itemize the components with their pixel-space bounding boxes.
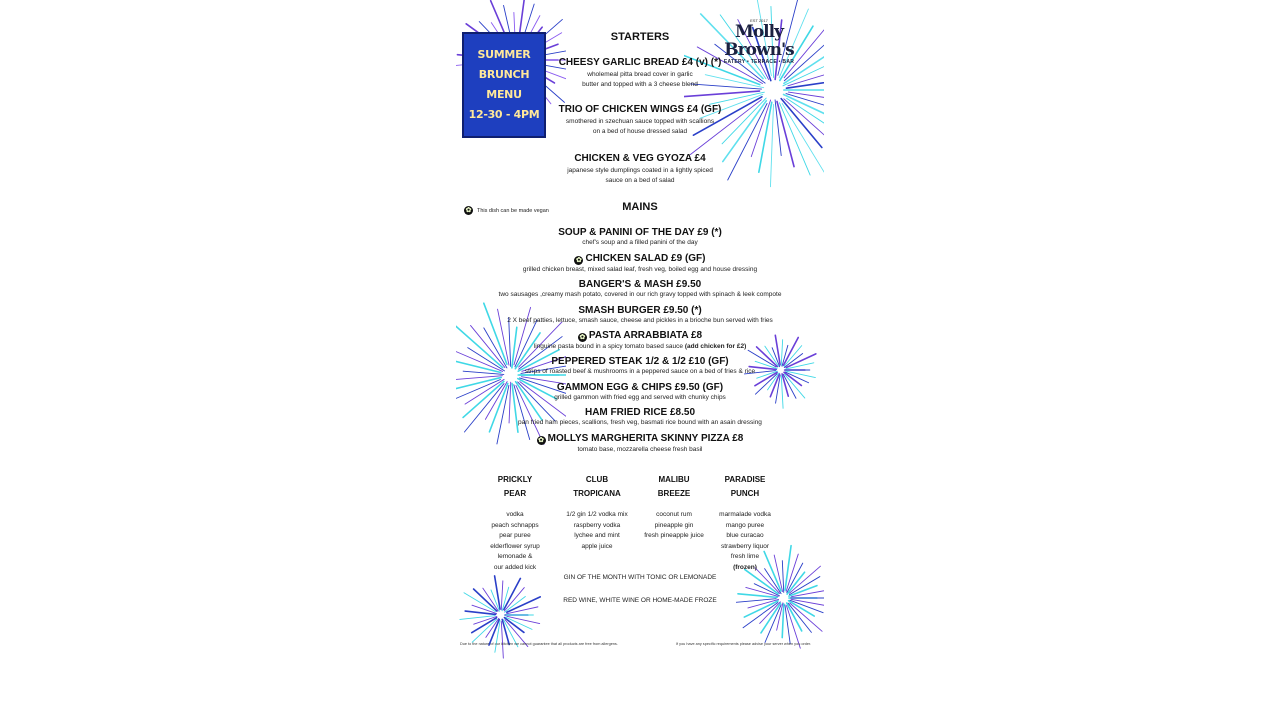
cocktail-ingredient: fresh lime: [730, 553, 760, 560]
logo-name: Molly Brown's: [724, 22, 794, 60]
badge-text: SUMMER BRUNCH MENU 12-30 - 4PM: [468, 48, 540, 121]
main-item: [456, 356, 824, 377]
cocktail-ingredient: 1/2 gin 1/2 vodka mix: [566, 511, 628, 518]
cocktail: [710, 473, 780, 573]
main-name-text: SOUP & PANINI OF THE DAY £9 (*): [558, 227, 722, 238]
cocktail-name: MALIBU BREEZE: [657, 475, 691, 498]
main-desc: [456, 342, 824, 352]
main-name-text: MOLLYS MARGHERITA SKINNY PIZZA £8: [547, 433, 744, 444]
cocktail-name: CLUB TROPICANA: [573, 475, 621, 498]
cocktail-ingredients: [710, 510, 780, 563]
main-desc-text: strips of roasted beef & mushrooms in a peppered sauce on a bed of fries & rice: [524, 368, 756, 375]
starter-item: [456, 57, 824, 90]
cocktail-ingredient: pineapple gin: [654, 521, 694, 529]
main-name: [456, 279, 824, 290]
cocktail-ingredient: coconut rum: [656, 511, 692, 518]
cocktail-ingredient: elderflower syrup: [490, 542, 540, 550]
cocktail-ingredient: lemonade &: [497, 553, 533, 560]
wine-line: RED WINE, WHITE WINE OR HOME-MADE FROZE: [563, 597, 717, 604]
cocktail-ingredient: our added kick: [493, 563, 537, 571]
cocktail-note: (frozen): [733, 563, 757, 571]
starter-item: [456, 104, 824, 137]
cocktail-ingredient: blue curacao: [726, 532, 764, 539]
main-item: [456, 253, 824, 275]
main-item: [456, 382, 824, 403]
cocktail-ingredient: peach schnapps: [491, 521, 539, 529]
main-item: [456, 279, 824, 300]
cocktail: [562, 473, 632, 552]
vegan-leaf-icon: ✿: [465, 207, 472, 214]
main-item: [456, 305, 824, 326]
starter-desc: sauce on a bed of salad: [605, 177, 675, 184]
main-desc-text: 2 X beef patties, lettuce, smash sauce, cheese and pickles in a brioche bun served with fries: [507, 317, 773, 324]
main-name-text: SMASH BURGER £9.50 (*): [578, 305, 702, 316]
starter-desc: on a bed of house dressed salad: [592, 128, 688, 135]
starter-name: TRIO OF CHICKEN WINGS £4 (GF): [558, 104, 722, 115]
main-name-text: PEPPERED STEAK 1/2 & 1/2 £10 (GF): [551, 356, 729, 367]
starters-heading: STARTERS: [610, 31, 670, 43]
starter-desc: wholemeal pitta bread cover in garlic: [587, 71, 693, 78]
main-item: [456, 407, 824, 428]
cocktail-ingredient: strawberry liquor: [720, 542, 770, 550]
main-name: [456, 330, 824, 342]
main-desc-text: grilled gammon with fried egg and served with chunky chips: [554, 394, 726, 401]
main-desc: [456, 238, 824, 248]
cocktail-ingredient: fresh pineapple juice: [644, 532, 704, 539]
main-name: [456, 253, 824, 265]
main-item: [456, 330, 824, 352]
starter-name: CHICKEN & VEG GYOZA £4: [574, 153, 706, 164]
cocktail-name: PARADISE PUNCH: [724, 475, 766, 498]
cocktail-ingredient: mango puree: [725, 521, 765, 529]
main-desc-extra: (add chicken for £2): [684, 343, 747, 350]
main-desc: [456, 418, 824, 428]
vegan-leaf-icon: ✿: [579, 334, 586, 341]
cocktail-ingredients: [562, 510, 632, 552]
main-name-text: BANGER'S & MASH £9.50: [578, 279, 702, 290]
main-name: [456, 382, 824, 393]
main-desc-text: grilled chicken breast, mixed salad leaf, fresh veg, boiled egg and house dressing: [522, 266, 758, 273]
main-item: [456, 227, 824, 248]
main-desc: [456, 290, 824, 300]
starter-item: [456, 153, 824, 186]
cocktail-ingredient: apple juice: [581, 542, 613, 550]
cocktail-ingredient: lychee and mint: [574, 532, 620, 539]
vegan-leaf-icon: ✿: [576, 257, 582, 264]
cocktail-ingredient: vodka: [506, 511, 524, 518]
main-desc: [456, 265, 824, 275]
logo-subtitle: EATERY • TERRACE • BAR: [723, 59, 795, 65]
main-desc-text: pan fried ham pieces, scallions, fresh veg, basmati rice bound with an asain dressing: [518, 419, 762, 426]
logo-tagline: EST 2017: [750, 18, 768, 23]
main-item: [456, 433, 824, 455]
footer-requirements-note: If you have any specific requirements please advise your server when you order.: [676, 642, 812, 646]
main-name: [456, 305, 824, 316]
footer-allergen-note: Due to the nature of our kitchen we cannot guarantee that all products are free from allergens.: [460, 642, 618, 646]
main-desc: [456, 445, 824, 455]
vegan-leaf-icon: ✿: [538, 437, 545, 444]
vegan-note-text: This dish can be made vegan: [477, 207, 549, 214]
main-name: [456, 407, 824, 418]
mains-heading: MAINS: [622, 201, 658, 213]
starter-desc: butter and topped with a 3 cheese blend: [582, 81, 698, 88]
main-name-text: GAMMON EGG & CHIPS £9.50 (GF): [556, 382, 724, 393]
main-desc-text: tomato base, mozzarella cheese fresh basil: [577, 446, 703, 453]
cocktail-name: PRICKLY PEAR: [497, 475, 533, 498]
gin-of-month: GIN OF THE MONTH WITH TONIC OR LEMONADE: [563, 574, 717, 581]
cocktail: [480, 473, 550, 573]
main-desc-text: chef's soup and a filled panini of the day: [582, 239, 698, 246]
main-name-text: PASTA ARRABBIATA £8: [588, 330, 703, 341]
cocktail-ingredient: raspberry vodka: [573, 521, 621, 529]
main-desc-text: linguine pasta bound in a spicy tomato based sauce: [533, 343, 684, 350]
starter-name: CHEESY GARLIC BREAD £4 (v) (*): [558, 57, 722, 68]
cocktail-ingredients: [480, 510, 550, 573]
main-name-text: HAM FRIED RICE £8.50: [584, 407, 696, 418]
cocktail-ingredient: marmalade vodka: [719, 511, 771, 518]
starter-desc: japanese style dumplings coated in a lightly spiced: [567, 167, 713, 174]
main-name-text: CHICKEN SALAD £9 (GF): [585, 253, 706, 264]
main-name: [456, 356, 824, 367]
main-desc-text: two sausages ,creamy mash potato, covered in our rich gravy topped with spinach & leek compote: [498, 291, 782, 298]
main-desc: [456, 393, 824, 403]
starter-desc: smothered in szechuan sauce topped with scallions: [565, 118, 715, 125]
cocktail-ingredient: pear puree: [499, 532, 531, 539]
cocktail: [639, 473, 709, 542]
cocktail-ingredients: [639, 510, 709, 542]
main-name: [456, 227, 824, 238]
menu-page: [456, 0, 824, 660]
main-desc: [456, 367, 824, 377]
main-name: [456, 433, 824, 445]
main-desc: [456, 316, 824, 326]
